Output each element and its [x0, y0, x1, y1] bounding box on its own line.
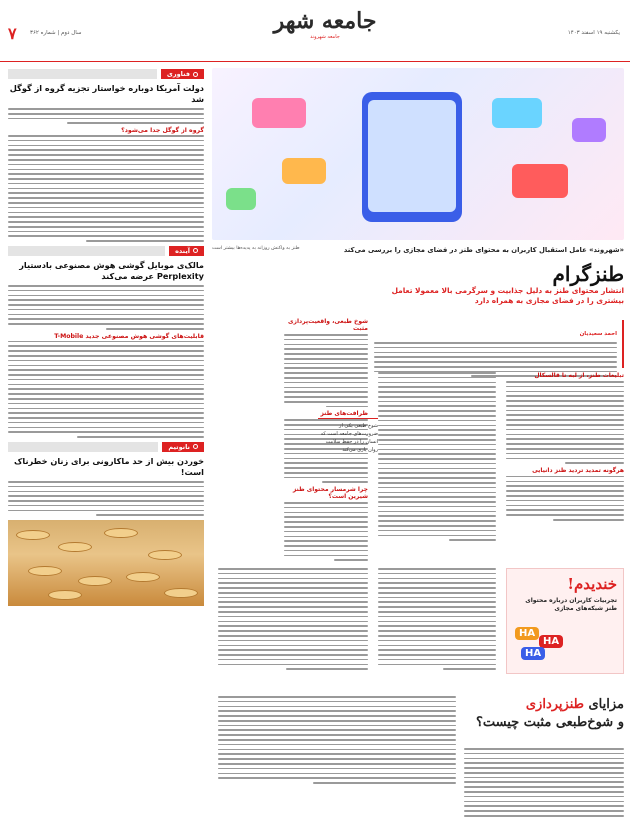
masthead [0, 0, 630, 62]
article-column [378, 372, 496, 544]
logo-text: جامعه شهر [273, 8, 377, 34]
article-body [8, 481, 204, 516]
article-title: طنزگرام [552, 262, 624, 286]
circle-icon [193, 72, 198, 77]
circle-icon [193, 248, 198, 253]
article-body [8, 108, 204, 124]
section-rule [8, 442, 158, 452]
column-body [218, 568, 368, 670]
main-article [212, 68, 624, 816]
chat-bubble-icon [492, 98, 542, 128]
benefits-headline-part: مزایای [583, 697, 624, 712]
hero-caption: طنز به واکنش روزانه به پدیده‌ها بیشتر است [212, 246, 300, 251]
chat-bubble-icon [252, 98, 306, 128]
article-headline: خوردن بیش از حد ماکارونی برای زنان خطرناک است! [14, 455, 204, 477]
article-deck: انتشار محتوای طنز به دلیل جذابیت و سرگرمی بالا معمولا تعامل بیشتری را در فضای مجازی به همراه دارد [391, 286, 624, 306]
section-rule [8, 246, 165, 256]
column-subhead: ظرافت‌های طنز [320, 410, 368, 418]
section-header-nano [8, 441, 204, 453]
article-lead [374, 320, 624, 368]
column-body [506, 476, 624, 521]
issue-date: یکشنبه ۱۹ اسفند ۱۴۰۳ [567, 30, 620, 36]
logo-subtext: جامعه شهروند [310, 34, 340, 40]
newspaper-logo [270, 8, 380, 48]
article-kicker: «شهروند» عامل استقبال کاربران به محتوای طنز در فضای مجازی را بررسی می‌کند [343, 246, 624, 254]
page-number: ۷ [8, 24, 17, 43]
article-headline: مالک‌ی موبایل‌ گوشی هوش مصنوعی باد‌ستیار Perplexity عرضه می‌کند [19, 259, 204, 281]
haha-speech-icon: HA HA HA [515, 627, 575, 667]
section-header-tech [8, 68, 204, 80]
column-body [378, 568, 496, 670]
section-rule [8, 69, 157, 79]
section-label [169, 246, 204, 256]
play-button-icon [512, 164, 568, 198]
laugh-feature-box [506, 568, 624, 674]
pull-quote: شوخ طبعی یکی از ضرورت‌های جامعه است که انسان را در حفظ سلامت روان یاری می‌کند [318, 418, 378, 538]
emoji-icon [226, 188, 256, 210]
section-header-future [8, 245, 204, 257]
laugh-title: خندیدم! [567, 575, 617, 593]
benefits-headline-highlight: طنزپردازی [525, 697, 584, 712]
section-label-text: نانوتیم [168, 442, 190, 451]
column-subhead: شوخ طبعی، واقعیت‌پردازی مثبت [288, 318, 368, 332]
author-byline: احمد سعیدیان [579, 331, 617, 337]
article-column [218, 696, 456, 787]
benefits-headline-part: و شوخ‌طبعی مثبت چیست؟ [475, 714, 624, 730]
column-subhead: چرا شرمسار محتوای ظنز شیرین است؟ [292, 486, 368, 501]
article-body [8, 341, 204, 438]
article-column [378, 568, 496, 673]
chat-bubble-icon [282, 158, 326, 184]
smartphone-icon [362, 92, 462, 222]
circle-icon [193, 444, 198, 449]
benefits-headline [464, 696, 624, 731]
section-label-text: فناوری [166, 70, 190, 78]
article-headline: دولت آمریکا دوباره خواستار تجزیه گروه از گوگل شد [9, 83, 204, 105]
sidebar-news-column [8, 68, 204, 816]
article-body [8, 285, 204, 330]
like-icon [572, 118, 606, 142]
section-label-text: آینده [175, 246, 190, 255]
article-subhead: گروه از گوگل جدا می‌شود؟ [121, 127, 204, 135]
column-body [378, 372, 496, 541]
article-column [464, 748, 624, 820]
article-column [218, 568, 368, 673]
section-label [162, 442, 204, 452]
column-body [464, 748, 624, 820]
column-subhead: هرگونه تمدید تردید ظنز دانیایی [532, 466, 624, 474]
pasta-photo [8, 520, 204, 606]
column-body [284, 334, 368, 407]
article-subhead: قابلیت‌های گوشی هوش مصنوعی جدید T-Mobile [54, 332, 204, 340]
column-subhead: تبلیغات طنز، از لبه تا قالسکال [534, 372, 624, 379]
column-body [218, 696, 456, 784]
article-column [506, 372, 624, 524]
column-body [506, 381, 624, 464]
hero-social-media-illustration [212, 68, 624, 240]
issue-number: سال دوم | شماره ۳۶۲ [30, 30, 82, 36]
section-label [161, 69, 204, 79]
article-body [8, 135, 204, 242]
laugh-subtitle: تجربیات کاربران درباره محتوای طنز شبکه‌های مجازی [525, 597, 617, 613]
